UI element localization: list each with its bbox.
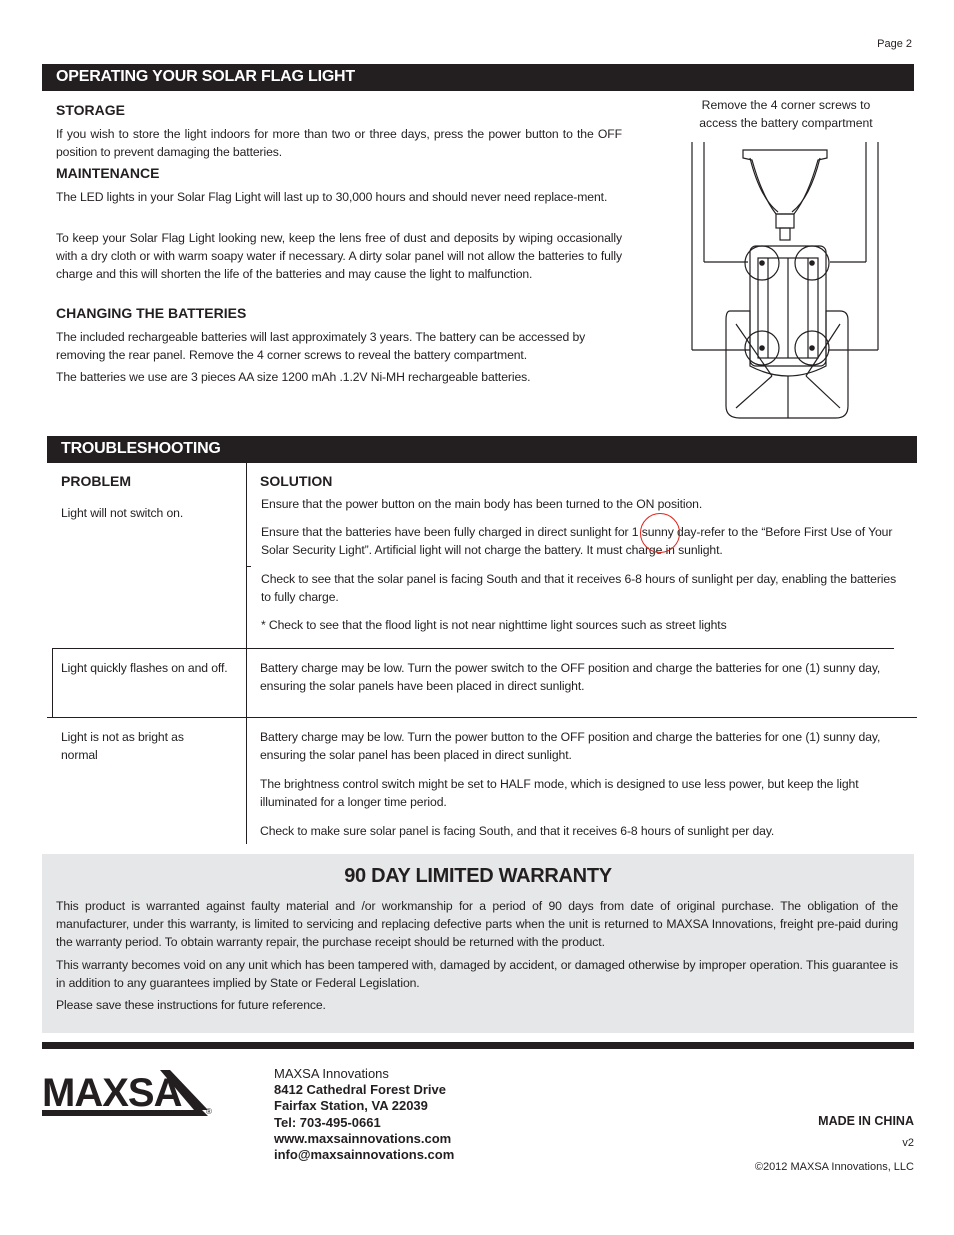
caption-line-1: Remove the 4 corner screws to [701,98,871,112]
tick-1 [247,566,251,567]
solution-2-1: Battery charge may be low. Turn the power switch to the OFF position and charge the batteries for one (1) sunny day, ensuring the solar panels have been placed in direct sunlight. [260,661,881,693]
table-divider-vertical-3 [246,717,247,844]
troubleshooting-title-text: TROUBLESHOOTING [61,440,221,457]
annotation-circle [640,513,680,553]
problem-heading: PROBLEM [61,473,131,489]
solution-1-2: Ensure that the batteries have been fully charged in direct sunlight for 1 sunny day-refer to the “Before First Use of Your Solar Security Light”. Artificial light will not charge the battery. It must charge in sunlight. [261,525,893,557]
section-title-operating [42,64,914,91]
table-divider-vertical-2 [246,648,247,717]
warranty-box [42,854,914,1033]
solution-3-3: Check to make sure solar panel is facing South, and that it receives 6-8 hours of sunlight per day. [260,824,775,838]
logo-text: MAXSA [42,1071,182,1115]
table-divider-vertical-1 [246,463,247,648]
version-label: v2 [902,1137,914,1149]
city-address: Fairfax Station, VA 22039 [274,1098,428,1114]
table-divider-horizontal-1 [52,648,894,649]
solution-3-2: The brightness control switch might be set to HALF mode, which is designed to use less power, but keep the light illuminated for a longer time period. [260,777,859,809]
batteries-text-2: The batteries we use are 3 pieces AA size 1200 mAh .1.2V Ni-MH rechargeable batteries. [56,370,531,384]
maxsa-logo [42,1066,217,1118]
street-address: 8412 Cathedral Forest Drive [274,1082,446,1098]
registered-mark: ® [206,1107,212,1116]
warranty-text-1: This product is warranted against faulty material and /or workmanship for a period of 90 days from date of original purchase. The obligation of the manufacturer, under this warranty, is limited to servicing and replacing defective parts when the unit is returned to MAXSA Innovations, freight pre-paid during the warranty period. To obtain warranty repair, the purchase receipt should be returned with the product. [56,899,898,949]
storage-heading: STORAGE [56,102,125,118]
batteries-text-1: The included rechargeable batteries will last approximately 3 years. The battery can be accessed by removing the rear panel. Remove the 4 corner screws to reveal the battery compartment. [56,330,586,362]
company-name: MAXSA Innovations [274,1066,389,1081]
warranty-text-2: This warranty becomes void on any unit which has been tampered with, damaged by accident, or damaged otherwise by improper operation. This guarantee is in addition to any guarantees implied by State or Federal Legislation. [56,958,898,990]
storage-text: If you wish to store the light indoors for more than two or three days, press the power button to the OFF position to prevent damaging the batteries. [56,127,622,159]
maintenance-text-1: The LED lights in your Solar Flag Light will last up to 30,000 hours and should never need replace-ment. [56,190,608,204]
section-title-troubleshooting [47,436,917,463]
warranty-text-3: Please save these instructions for future reference. [56,998,326,1012]
battery-compartment-diagram [690,136,890,426]
batteries-heading: CHANGING THE BATTERIES [56,305,247,321]
solution-1-3: Check to see that the solar panel is facing South and that it receives 6-8 hours of sunlight per day, enabling the batteries to fully charge. [261,572,897,604]
problem-1: Light will not switch on. [61,506,184,520]
problem-3: Light is not as bright as normal [61,730,184,762]
warranty-title: 90 DAY LIMITED WARRANTY [344,865,612,887]
telephone: Tel: 703-495-0661 [274,1114,381,1130]
flag-light-illustration [690,136,890,426]
maintenance-heading: MAINTENANCE [56,165,160,181]
page-number: Page 2 [877,38,912,50]
section-title-text: OPERATING YOUR SOLAR FLAG LIGHT [56,68,355,85]
company-address [274,1066,454,1163]
diagram-caption [676,96,896,132]
solution-3-1: Battery charge may be low. Turn the power button to the OFF position and charge the batteries for one (1) sunny day, ensuring the solar panel has been placed in direct sunlight. [260,730,881,762]
solution-1-1: Ensure that the power button on the main body has been turned to the ON position. [261,497,703,511]
footer-rule [42,1042,914,1049]
made-in-china: MADE IN CHINA [818,1114,914,1128]
website: www.maxsainnovations.com [274,1130,452,1146]
maxsa-logo-graphic [42,1066,217,1118]
maintenance-text-2: To keep your Solar Flag Light looking new, keep the lens free of dust and deposits by wiping occasionally with a dry cloth or with warm soapy water if necessary. A dirty solar panel will not allow the batteries to fully charge and this will shorten the life of the batteries and may cause the light to malfunction. [56,231,622,281]
table-divider-horizontal-2 [47,717,917,718]
email: info@maxsainnovations.com [274,1147,455,1163]
caption-line-2: access the battery compartment [699,116,873,130]
copyright: ©2012 MAXSA Innovations, LLC [754,1161,914,1173]
problem-2: Light quickly flashes on and off. [61,661,228,675]
table-divider-left [52,648,53,717]
solution-1-4: * Check to see that the flood light is not near nighttime light sources such as street lights [261,618,727,632]
solution-heading: SOLUTION [260,473,333,489]
